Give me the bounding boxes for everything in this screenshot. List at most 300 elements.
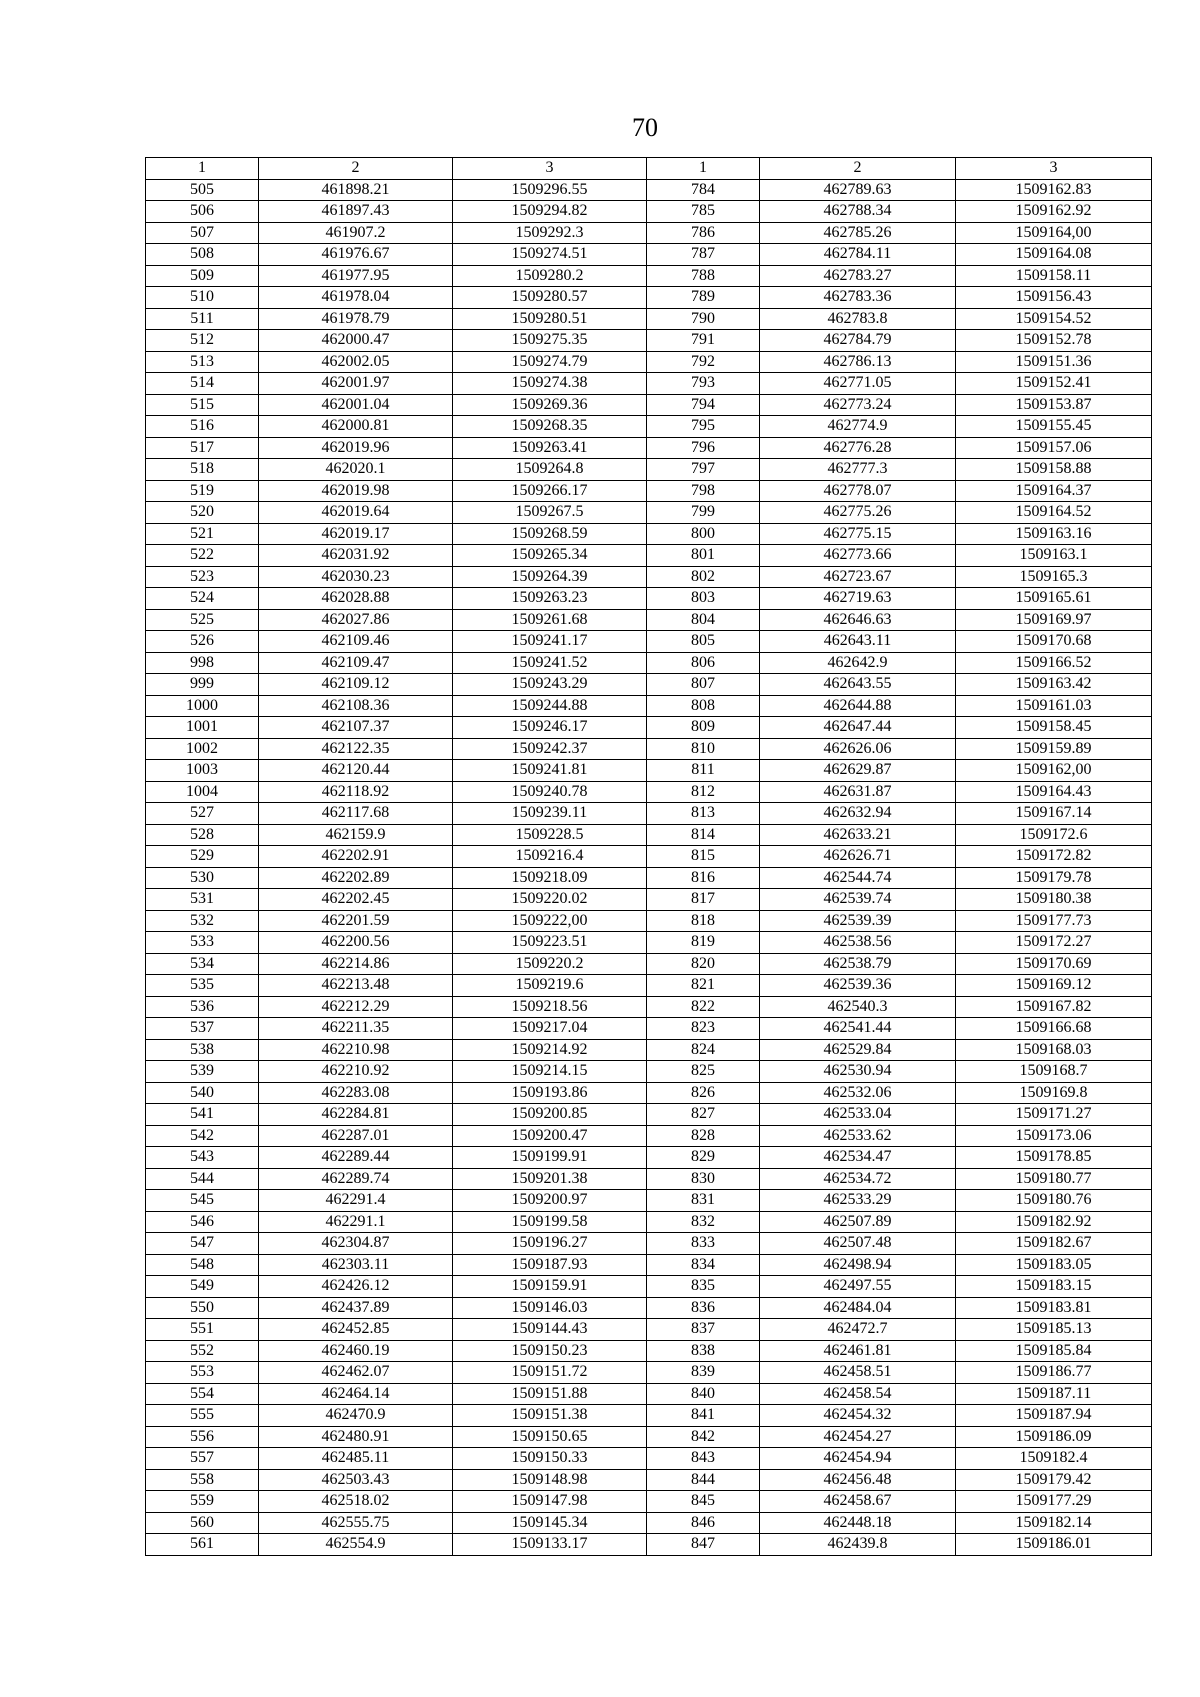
table-cell: 822 — [647, 996, 760, 1018]
table-cell: 1509280.2 — [453, 265, 647, 287]
table-cell: 837 — [647, 1319, 760, 1341]
table-row — [146, 781, 1152, 803]
table-cell: 511 — [146, 308, 259, 330]
table-cell: 462773.66 — [760, 545, 956, 567]
table-cell: 560 — [146, 1512, 259, 1534]
table-row — [146, 1104, 1152, 1126]
table-cell: 1509214.15 — [453, 1061, 647, 1083]
table-cell: 462534.72 — [760, 1168, 956, 1190]
table-cell: 1509150.65 — [453, 1426, 647, 1448]
table-cell: 1509269.36 — [453, 394, 647, 416]
table-cell: 1509268.35 — [453, 416, 647, 438]
table-cell: 846 — [647, 1512, 760, 1534]
table-cell: 518 — [146, 459, 259, 481]
table-row — [146, 695, 1152, 717]
table-cell: 544 — [146, 1168, 259, 1190]
table-cell: 840 — [647, 1383, 760, 1405]
table-row — [146, 1469, 1152, 1491]
table-cell: 1509193.86 — [453, 1082, 647, 1104]
table-row — [146, 1405, 1152, 1427]
table-cell: 462000.81 — [259, 416, 453, 438]
table-cell: 1509196.27 — [453, 1233, 647, 1255]
table-row — [146, 523, 1152, 545]
table-cell: 1509183.05 — [956, 1254, 1152, 1276]
table-cell: 1509169.8 — [956, 1082, 1152, 1104]
table-cell: 462439.8 — [760, 1534, 956, 1556]
table-cell: 462454.32 — [760, 1405, 956, 1427]
table-cell: 1509218.09 — [453, 867, 647, 889]
table-row — [146, 1319, 1152, 1341]
table-row — [146, 1426, 1152, 1448]
table-cell: 1509182.4 — [956, 1448, 1152, 1470]
table-cell: 462777.3 — [760, 459, 956, 481]
header-cell: 1 — [647, 158, 760, 180]
table-cell: 522 — [146, 545, 259, 567]
table-cell: 462202.89 — [259, 867, 453, 889]
table-cell: 462109.47 — [259, 652, 453, 674]
table-cell: 536 — [146, 996, 259, 1018]
table-cell: 810 — [647, 738, 760, 760]
table-cell: 1509180.76 — [956, 1190, 1152, 1212]
table-row — [146, 910, 1152, 932]
table-cell: 524 — [146, 588, 259, 610]
table-cell: 1509166.68 — [956, 1018, 1152, 1040]
table-cell: 462283.08 — [259, 1082, 453, 1104]
table-cell: 785 — [647, 201, 760, 223]
table-cell: 462788.34 — [760, 201, 956, 223]
table-cell: 462554.9 — [259, 1534, 453, 1556]
table-cell: 462775.26 — [760, 502, 956, 524]
table-cell: 807 — [647, 674, 760, 696]
table-row — [146, 1039, 1152, 1061]
table-cell: 547 — [146, 1233, 259, 1255]
table-cell: 821 — [647, 975, 760, 997]
table-row — [146, 1362, 1152, 1384]
table-cell: 462778.07 — [760, 480, 956, 502]
table-cell: 462452.85 — [259, 1319, 453, 1341]
header-cell: 3 — [956, 158, 1152, 180]
table-cell: 1509219.6 — [453, 975, 647, 997]
table-cell: 559 — [146, 1491, 259, 1513]
table-cell: 552 — [146, 1340, 259, 1362]
table-cell: 1509165.61 — [956, 588, 1152, 610]
table-cell: 1509146.03 — [453, 1297, 647, 1319]
table-row — [146, 1297, 1152, 1319]
table-cell: 1509171.27 — [956, 1104, 1152, 1126]
table-cell: 462462.07 — [259, 1362, 453, 1384]
table-cell: 1509172.6 — [956, 824, 1152, 846]
table-cell: 1509183.15 — [956, 1276, 1152, 1298]
table-cell: 798 — [647, 480, 760, 502]
table-cell: 803 — [647, 588, 760, 610]
coordinates-table — [145, 157, 1152, 1556]
table-cell: 462201.59 — [259, 910, 453, 932]
table-cell: 1509159.89 — [956, 738, 1152, 760]
table-cell: 462120.44 — [259, 760, 453, 782]
table-cell: 1509199.58 — [453, 1211, 647, 1233]
table-cell: 1509150.23 — [453, 1340, 647, 1362]
table-cell: 462210.98 — [259, 1039, 453, 1061]
table-cell: 1509155.45 — [956, 416, 1152, 438]
table-cell: 1509242.37 — [453, 738, 647, 760]
table-cell: 1509222,00 — [453, 910, 647, 932]
table-cell: 1509264.39 — [453, 566, 647, 588]
table-cell: 1509187.11 — [956, 1383, 1152, 1405]
table-cell: 553 — [146, 1362, 259, 1384]
table-cell: 461907.2 — [259, 222, 453, 244]
table-cell: 462461.81 — [760, 1340, 956, 1362]
table-cell: 1509158.11 — [956, 265, 1152, 287]
table-cell: 1509294.82 — [453, 201, 647, 223]
table-cell: 1509167.82 — [956, 996, 1152, 1018]
table-cell: 1509177.29 — [956, 1491, 1152, 1513]
table-cell: 1509164.43 — [956, 781, 1152, 803]
table-cell: 1509182.92 — [956, 1211, 1152, 1233]
table-cell: 808 — [647, 695, 760, 717]
table-cell: 1509164,00 — [956, 222, 1152, 244]
table-cell: 1509147.98 — [453, 1491, 647, 1513]
table-row — [146, 480, 1152, 502]
table-cell: 516 — [146, 416, 259, 438]
table-cell: 795 — [647, 416, 760, 438]
table-cell: 794 — [647, 394, 760, 416]
table-cell: 1509228.5 — [453, 824, 647, 846]
table-cell: 802 — [647, 566, 760, 588]
table-cell: 462480.91 — [259, 1426, 453, 1448]
table-cell: 462507.89 — [760, 1211, 956, 1233]
table-row — [146, 201, 1152, 223]
table-cell: 1509170.68 — [956, 631, 1152, 653]
table-cell: 462485.11 — [259, 1448, 453, 1470]
header-cell: 2 — [259, 158, 453, 180]
table-cell: 1509169.97 — [956, 609, 1152, 631]
table-cell: 462213.48 — [259, 975, 453, 997]
table-cell: 801 — [647, 545, 760, 567]
table-cell: 845 — [647, 1491, 760, 1513]
table-cell: 1509167.14 — [956, 803, 1152, 825]
table-cell: 462789.63 — [760, 179, 956, 201]
table-cell: 462785.26 — [760, 222, 956, 244]
table-cell: 998 — [146, 652, 259, 674]
table-cell: 1509280.51 — [453, 308, 647, 330]
table-cell: 521 — [146, 523, 259, 545]
table-cell: 462723.67 — [760, 566, 956, 588]
table-cell: 1509292.3 — [453, 222, 647, 244]
table-cell: 462530.94 — [760, 1061, 956, 1083]
table-cell: 462784.11 — [760, 244, 956, 266]
table-row — [146, 975, 1152, 997]
table-cell: 538 — [146, 1039, 259, 1061]
table-row — [146, 1512, 1152, 1534]
table-cell: 1509261.68 — [453, 609, 647, 631]
table-cell: 554 — [146, 1383, 259, 1405]
table-row — [146, 631, 1152, 653]
table-row — [146, 394, 1152, 416]
table-row — [146, 1383, 1152, 1405]
table-cell: 1509162,00 — [956, 760, 1152, 782]
table-cell: 823 — [647, 1018, 760, 1040]
table-cell: 1509223.51 — [453, 932, 647, 954]
table-cell: 1509216.4 — [453, 846, 647, 868]
table-cell: 462304.87 — [259, 1233, 453, 1255]
table-cell: 462020.1 — [259, 459, 453, 481]
table-cell: 835 — [647, 1276, 760, 1298]
table-cell: 797 — [647, 459, 760, 481]
table-cell: 1509182.14 — [956, 1512, 1152, 1534]
table-cell: 462454.27 — [760, 1426, 956, 1448]
table-cell: 461898.21 — [259, 179, 453, 201]
table-cell: 462303.11 — [259, 1254, 453, 1276]
table-cell: 462109.46 — [259, 631, 453, 653]
table-cell: 1509218.56 — [453, 996, 647, 1018]
table-cell: 506 — [146, 201, 259, 223]
table-cell: 462159.9 — [259, 824, 453, 846]
table-cell: 461978.79 — [259, 308, 453, 330]
table-cell: 1509214.92 — [453, 1039, 647, 1061]
table-cell: 1509163.42 — [956, 674, 1152, 696]
table-cell: 1509152.41 — [956, 373, 1152, 395]
table-cell: 1509151.72 — [453, 1362, 647, 1384]
table-cell: 462458.54 — [760, 1383, 956, 1405]
table-cell: 529 — [146, 846, 259, 868]
table-cell: 1509144.43 — [453, 1319, 647, 1341]
table-cell: 1509185.84 — [956, 1340, 1152, 1362]
table-cell: 462539.36 — [760, 975, 956, 997]
table-row — [146, 373, 1152, 395]
table-row — [146, 953, 1152, 975]
table-row — [146, 330, 1152, 352]
table-cell: 826 — [647, 1082, 760, 1104]
table-cell: 1509179.78 — [956, 867, 1152, 889]
table-cell: 462470.9 — [259, 1405, 453, 1427]
header-cell: 1 — [146, 158, 259, 180]
table-row — [146, 1147, 1152, 1169]
table-cell: 462540.3 — [760, 996, 956, 1018]
table-cell: 462539.39 — [760, 910, 956, 932]
table-row — [146, 609, 1152, 631]
table-cell: 561 — [146, 1534, 259, 1556]
table-cell: 800 — [647, 523, 760, 545]
table-cell: 806 — [647, 652, 760, 674]
table-cell: 462291.1 — [259, 1211, 453, 1233]
table-cell: 1509151.36 — [956, 351, 1152, 373]
table-cell: 462122.35 — [259, 738, 453, 760]
table-row — [146, 265, 1152, 287]
table-cell: 462202.91 — [259, 846, 453, 868]
table-cell: 1509239.11 — [453, 803, 647, 825]
table-cell: 820 — [647, 953, 760, 975]
table-cell: 462019.64 — [259, 502, 453, 524]
table-cell: 1001 — [146, 717, 259, 739]
table-cell: 1509280.57 — [453, 287, 647, 309]
table-row — [146, 416, 1152, 438]
table-cell: 1509164.52 — [956, 502, 1152, 524]
table-cell: 1509151.38 — [453, 1405, 647, 1427]
table-cell: 462507.48 — [760, 1233, 956, 1255]
table-row — [146, 1018, 1152, 1040]
table-cell: 462000.47 — [259, 330, 453, 352]
table-cell: 462284.81 — [259, 1104, 453, 1126]
table-cell: 1000 — [146, 695, 259, 717]
table-cell: 533 — [146, 932, 259, 954]
table-cell: 1509263.41 — [453, 437, 647, 459]
table-cell: 788 — [647, 265, 760, 287]
table-row — [146, 717, 1152, 739]
table-cell: 1509158.88 — [956, 459, 1152, 481]
table-cell: 462538.56 — [760, 932, 956, 954]
table-cell: 830 — [647, 1168, 760, 1190]
table-cell: 1509178.85 — [956, 1147, 1152, 1169]
table-cell: 512 — [146, 330, 259, 352]
table-cell: 1509145.34 — [453, 1512, 647, 1534]
table-cell: 1509150.33 — [453, 1448, 647, 1470]
table-cell: 519 — [146, 480, 259, 502]
table-cell: 505 — [146, 179, 259, 201]
table-row — [146, 1082, 1152, 1104]
table-cell: 799 — [647, 502, 760, 524]
table-cell: 791 — [647, 330, 760, 352]
table-row — [146, 1190, 1152, 1212]
table-row — [146, 803, 1152, 825]
table-cell: 812 — [647, 781, 760, 803]
table-cell: 1509265.34 — [453, 545, 647, 567]
table-cell: 513 — [146, 351, 259, 373]
table-row — [146, 588, 1152, 610]
table-cell: 1509162.83 — [956, 179, 1152, 201]
table-cell: 462783.8 — [760, 308, 956, 330]
table-cell: 462518.02 — [259, 1491, 453, 1513]
table-cell: 816 — [647, 867, 760, 889]
table-cell: 462001.04 — [259, 394, 453, 416]
table-cell: 462028.88 — [259, 588, 453, 610]
table-cell: 462448.18 — [760, 1512, 956, 1534]
table-cell: 462214.86 — [259, 953, 453, 975]
table-cell: 462626.71 — [760, 846, 956, 868]
table-cell: 462200.56 — [259, 932, 453, 954]
table-cell: 841 — [647, 1405, 760, 1427]
table-row — [146, 760, 1152, 782]
table-cell: 1509296.55 — [453, 179, 647, 201]
table-cell: 1509266.17 — [453, 480, 647, 502]
table-cell: 1509243.29 — [453, 674, 647, 696]
table-cell: 1509180.38 — [956, 889, 1152, 911]
table-cell: 1509133.17 — [453, 1534, 647, 1556]
table-row — [146, 1168, 1152, 1190]
table-cell: 549 — [146, 1276, 259, 1298]
table-cell: 462555.75 — [259, 1512, 453, 1534]
table-cell: 462773.24 — [760, 394, 956, 416]
table-cell: 462783.27 — [760, 265, 956, 287]
table-cell: 838 — [647, 1340, 760, 1362]
table-cell: 462541.44 — [760, 1018, 956, 1040]
table-cell: 462544.74 — [760, 867, 956, 889]
table-cell: 1509159.91 — [453, 1276, 647, 1298]
table-cell: 1509241.17 — [453, 631, 647, 653]
table-row — [146, 1534, 1152, 1556]
table-cell: 461978.04 — [259, 287, 453, 309]
header-cell: 2 — [760, 158, 956, 180]
table-cell: 532 — [146, 910, 259, 932]
table-cell: 1509187.94 — [956, 1405, 1152, 1427]
table-cell: 1509156.43 — [956, 287, 1152, 309]
table-cell: 1509161.03 — [956, 695, 1152, 717]
table-cell: 551 — [146, 1319, 259, 1341]
table-cell: 1509241.81 — [453, 760, 647, 782]
table-cell: 523 — [146, 566, 259, 588]
table-cell: 843 — [647, 1448, 760, 1470]
table-cell: 1509158.45 — [956, 717, 1152, 739]
table-cell: 508 — [146, 244, 259, 266]
table-cell: 1003 — [146, 760, 259, 782]
table-cell: 461976.67 — [259, 244, 453, 266]
table-cell: 540 — [146, 1082, 259, 1104]
table-cell: 1509180.77 — [956, 1168, 1152, 1190]
table-cell: 834 — [647, 1254, 760, 1276]
table-cell: 462027.86 — [259, 609, 453, 631]
table-row — [146, 308, 1152, 330]
table-cell: 548 — [146, 1254, 259, 1276]
table-cell: 462532.06 — [760, 1082, 956, 1104]
table-cell: 462426.12 — [259, 1276, 453, 1298]
table-cell: 527 — [146, 803, 259, 825]
table-cell: 517 — [146, 437, 259, 459]
table-cell: 790 — [647, 308, 760, 330]
table-cell: 842 — [647, 1426, 760, 1448]
table-cell: 462647.44 — [760, 717, 956, 739]
table-cell: 462771.05 — [760, 373, 956, 395]
table-row — [146, 652, 1152, 674]
table-cell: 462533.04 — [760, 1104, 956, 1126]
table-cell: 1509186.09 — [956, 1426, 1152, 1448]
table-cell: 1509220.02 — [453, 889, 647, 911]
table-cell: 1509169.12 — [956, 975, 1152, 997]
table-cell: 507 — [146, 222, 259, 244]
table-cell: 1509153.87 — [956, 394, 1152, 416]
table-row — [146, 1276, 1152, 1298]
table-cell: 1509162.92 — [956, 201, 1152, 223]
header-cell: 3 — [453, 158, 647, 180]
table-cell: 462019.98 — [259, 480, 453, 502]
table-cell: 815 — [647, 846, 760, 868]
table-cell: 462210.92 — [259, 1061, 453, 1083]
table-cell: 537 — [146, 1018, 259, 1040]
table-cell: 462503.43 — [259, 1469, 453, 1491]
table-cell: 839 — [647, 1362, 760, 1384]
table-cell: 817 — [647, 889, 760, 911]
table-cell: 1509172.82 — [956, 846, 1152, 868]
table-cell: 1509182.67 — [956, 1233, 1152, 1255]
table-cell: 462289.44 — [259, 1147, 453, 1169]
table-cell: 462019.17 — [259, 523, 453, 545]
table-row — [146, 867, 1152, 889]
table-cell: 1509264.8 — [453, 459, 647, 481]
table-cell: 1509241.52 — [453, 652, 647, 674]
table-cell: 462460.19 — [259, 1340, 453, 1362]
table-cell: 789 — [647, 287, 760, 309]
table-cell: 462202.45 — [259, 889, 453, 911]
table-cell: 1509200.85 — [453, 1104, 647, 1126]
table-row — [146, 738, 1152, 760]
table-cell: 515 — [146, 394, 259, 416]
table-cell: 792 — [647, 351, 760, 373]
table-cell: 1509274.51 — [453, 244, 647, 266]
table-cell: 539 — [146, 1061, 259, 1083]
table-cell: 462632.94 — [760, 803, 956, 825]
table-row — [146, 351, 1152, 373]
table-cell: 1509268.59 — [453, 523, 647, 545]
table-cell: 557 — [146, 1448, 259, 1470]
table-cell: 1509164.37 — [956, 480, 1152, 502]
